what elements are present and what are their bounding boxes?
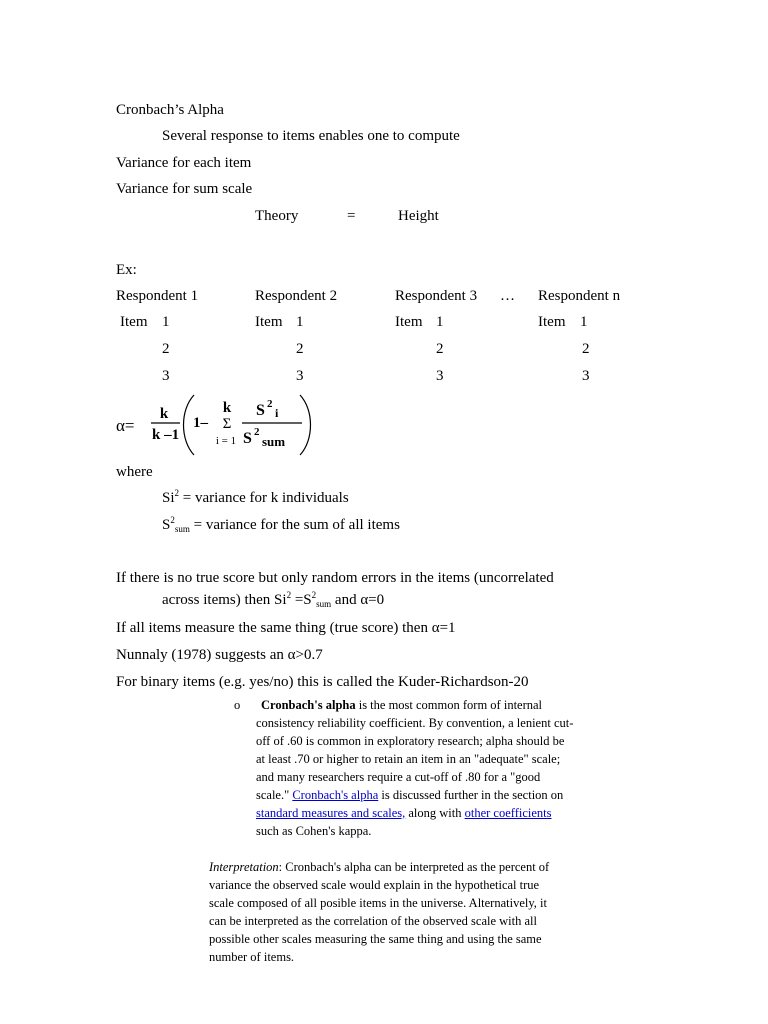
formula-one-minus: 1– <box>193 415 208 431</box>
binary-statement: For binary items (e.g. yes/no) this is called the Kuder-Richardson-20 <box>116 674 529 690</box>
cronbach-alpha-formula <box>114 392 324 458</box>
item-number: 1 <box>436 314 444 330</box>
bullet-marker: o <box>234 698 241 712</box>
item-number: 2 <box>162 341 170 357</box>
bullet-bold-lead: Cronbach's alpha <box>261 698 356 712</box>
item-label: Item <box>120 314 148 330</box>
si-symbol: Si <box>162 490 175 506</box>
formula-exp-lower: 2 <box>254 426 260 438</box>
item-number: 2 <box>436 341 444 357</box>
ssum-definition-text: = variance for the sum of all items <box>189 517 400 533</box>
bullet-line: and many researchers require a cut-off of .80 for a "good <box>256 770 541 784</box>
respondent-2: Respondent 2 <box>255 288 338 304</box>
no-true-exp-2: 2 <box>311 590 317 600</box>
formula-k-minus-1: k –1 <box>152 427 180 443</box>
respondent-1: Respondent 1 <box>116 288 199 304</box>
definition-ssum2 <box>162 516 400 534</box>
bullet-line6-b: is discussed further in the section on <box>378 788 564 802</box>
item-number: 2 <box>582 341 590 357</box>
bullet-line <box>256 805 552 823</box>
other-coefficients-link[interactable]: other coefficients <box>464 806 552 820</box>
formula-right-paren <box>300 395 311 455</box>
definition-si2 <box>162 489 349 507</box>
formula-sum-sub: sum <box>262 434 286 449</box>
si-definition-text: = variance for k individuals <box>179 490 349 506</box>
s-exponent: 2 <box>170 515 175 525</box>
bullet-line <box>256 787 563 805</box>
formula-graphic <box>114 392 324 458</box>
variance-each-item: Variance for each item <box>116 155 252 171</box>
bullet-line7-mid: along with <box>405 806 465 820</box>
nunnaly-statement: Nunnaly (1978) suggests an α>0.7 <box>116 647 323 663</box>
sum-subscript: sum <box>174 524 190 534</box>
no-true-text-a: across items) then Si <box>162 592 287 608</box>
no-true-score-line1: If there is no true score but only random errors in the items (uncorrelated <box>116 570 554 586</box>
bullet-line: such as Cohen's kappa. <box>256 824 372 838</box>
bullet-line: at least .70 or higher to retain an item in an "adequate" scale; <box>256 752 561 766</box>
item-number: 3 <box>582 368 590 384</box>
where-label: where <box>116 464 153 480</box>
example-label: Ex: <box>116 262 137 278</box>
bullet-line6-a: scale." <box>256 788 293 802</box>
item-label: Item <box>538 314 566 330</box>
formula-k-upper: k <box>222 400 232 416</box>
si-exponent: 2 <box>174 488 180 498</box>
theory-label: Theory <box>255 208 299 224</box>
no-true-sum-sub: sum <box>316 599 332 609</box>
interpretation-line: variance the observed scale would explain in the hypothetical true <box>209 878 540 892</box>
interpretation-line1-rest: : Cronbach's alpha can be interpreted as the percent of <box>278 860 550 874</box>
formula-i-sub: i <box>275 406 279 420</box>
formula-k: k <box>159 406 169 422</box>
item-number: 3 <box>436 368 444 384</box>
interpretation-line: scale composed of all posible items in the universe. Alternatively, it <box>209 896 547 910</box>
bullet-line1-rest: is the most common form of internal <box>355 698 543 712</box>
formula-sigma: Σ <box>222 416 232 432</box>
respondent-n: Respondent n <box>538 288 621 304</box>
formula-exp-upper: 2 <box>267 398 273 410</box>
interpretation-label: Interpretation <box>209 860 279 874</box>
item-number: 3 <box>162 368 170 384</box>
standard-measures-link[interactable]: standard measures and scales, <box>256 806 406 820</box>
bullet-line: off of .60 is common in exploratory research; alpha should be <box>256 734 565 748</box>
variance-sum-scale: Variance for sum scale <box>116 181 253 197</box>
all-same-statement: If all items measure the same thing (true score) then α=1 <box>116 620 456 636</box>
interpretation-line: number of items. <box>209 950 295 964</box>
page-title: Cronbach’s Alpha <box>116 102 224 118</box>
s-symbol: S <box>162 517 171 533</box>
formula-s-upper: S <box>256 402 265 419</box>
equals-sign: = <box>347 208 356 224</box>
item-label: Item <box>395 314 423 330</box>
bullet-line: consistency reliability coefficient. By convention, a lenient cut- <box>256 716 574 730</box>
no-true-text-b: =S <box>291 592 312 608</box>
item-number: 1 <box>580 314 588 330</box>
item-number: 3 <box>296 368 304 384</box>
ellipsis: … <box>500 288 515 304</box>
interpretation-line: possible other scales measuring the same thing and using the same <box>209 932 542 946</box>
no-true-exp-1: 2 <box>286 590 292 600</box>
no-true-score-line2 <box>162 591 384 609</box>
no-true-text-c: and α=0 <box>331 592 385 608</box>
intro-text: Several response to items enables one to compute <box>162 128 460 144</box>
respondent-3: Respondent 3 <box>395 288 478 304</box>
item-label: Item <box>255 314 283 330</box>
item-number: 2 <box>296 341 304 357</box>
interpretation-line <box>209 859 549 877</box>
formula-s-lower: S <box>243 430 252 447</box>
interpretation-line: can be interpreted as the correlation of the observed scale with all <box>209 914 537 928</box>
formula-i-eq-1: i = 1 <box>215 435 237 447</box>
height-label: Height <box>398 208 439 224</box>
cronbachs-alpha-link[interactable]: Cronbach's alpha <box>292 788 379 802</box>
item-number: 1 <box>296 314 304 330</box>
bullet-line <box>261 697 542 715</box>
item-number: 1 <box>162 314 170 330</box>
formula-alpha-eq: α= <box>116 416 135 435</box>
